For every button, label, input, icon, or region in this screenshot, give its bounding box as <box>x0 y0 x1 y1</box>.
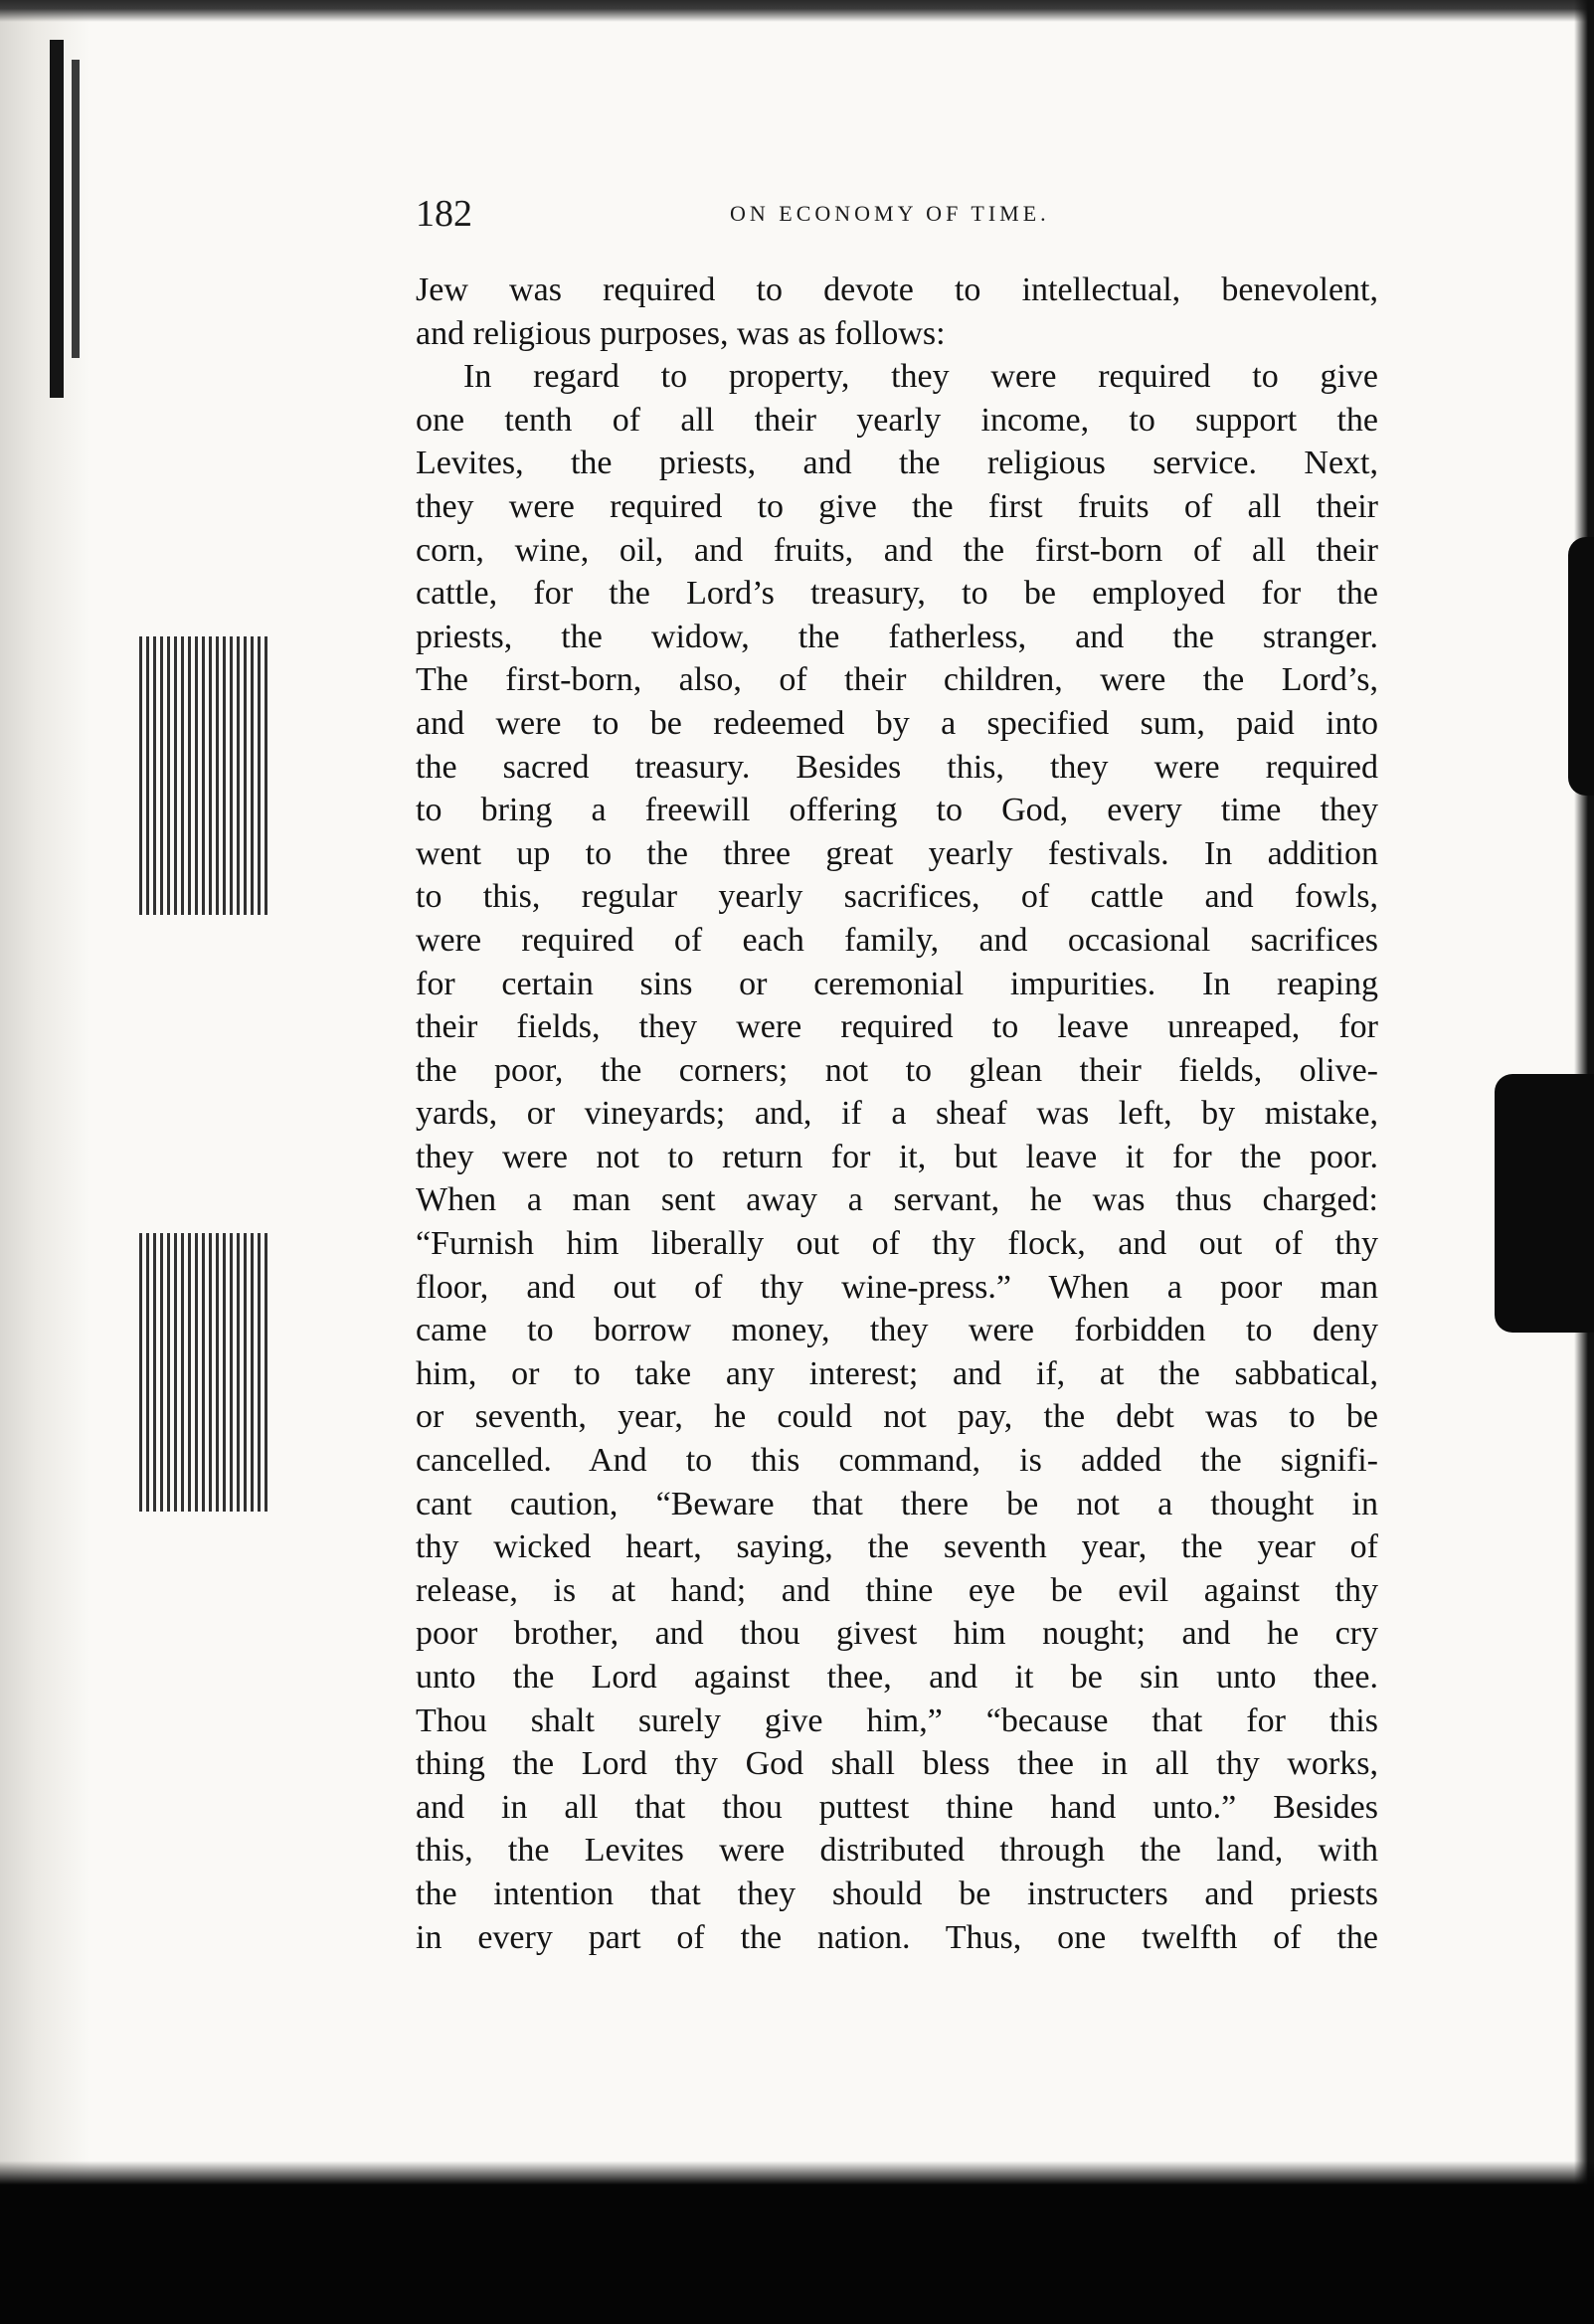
running-head-title: ON ECONOMY OF TIME. <box>730 201 1050 226</box>
text-line: Jew was required to devote to intellectual, benevolent, <box>416 271 1378 308</box>
text-line: floor, and out of thy wine-press.” When a poor man <box>416 1268 1378 1306</box>
text-line: one tenth of all their yearly income, to support the <box>416 401 1378 439</box>
text-line: they were not to return for it, but leave it for the poor. <box>416 1138 1378 1175</box>
bottom-scan-edge <box>0 2185 1594 2324</box>
text-line: this, the Levites were distributed through the land, with <box>416 1832 1378 1870</box>
text-line: Thou shalt surely give him,” “because that for this <box>416 1701 1378 1739</box>
text-line: unto the Lord against thee, and it be sin unto thee. <box>416 1659 1378 1696</box>
text-line: to bring a freewill offering to God, every time they <box>416 792 1378 829</box>
text-line: cancelled. And to this command, is added the signifi- <box>416 1442 1378 1480</box>
text-line: or seventh, year, he could not pay, the debt was to be <box>416 1398 1378 1436</box>
text-line: and religious purposes, was as follows: <box>416 314 946 352</box>
text-line: for certain sins or ceremonial impurities. In reaping <box>416 965 1378 1002</box>
page-tab-mark <box>1568 537 1594 796</box>
body-text <box>416 268 1378 1959</box>
text-line: “Furnish him liberally out of thy flock, and out of thy <box>416 1225 1378 1263</box>
text-line: to this, regular yearly sacrifices, of cattle and fowls, <box>416 878 1378 916</box>
text-line: poor brother, and thou givest him nought; and he cry <box>416 1615 1378 1653</box>
scan-streak <box>72 60 80 358</box>
text-line: came to borrow money, they were forbidden to deny <box>416 1312 1378 1349</box>
text-line: cant caution, “Beware that there be not a thought in <box>416 1485 1378 1522</box>
text-line: In regard to property, they were required to give <box>463 358 1378 396</box>
text-line: they were required to give the first fruits of all their <box>416 487 1378 525</box>
text-line: corn, wine, oil, and fruits, and the first-born of all their <box>416 531 1378 569</box>
text-line: yards, or vineyards; and, if a sheaf was left, by mistake, <box>416 1095 1378 1133</box>
text-line: cattle, for the Lord’s treasury, to be employed for the <box>416 575 1378 613</box>
text-line: him, or to take any interest; and if, at the sabbatical, <box>416 1354 1378 1392</box>
page-tab-mark <box>1495 1074 1594 1333</box>
page-number: 182 <box>416 193 472 235</box>
text-line: the sacred treasury. Besides this, they were required <box>416 748 1378 786</box>
text-line: priests, the widow, the fatherless, and the stranger. <box>416 618 1378 655</box>
text-line: and in all that thou puttest thine hand unto.” Besides <box>416 1788 1378 1826</box>
text-line: thy wicked heart, saying, the seventh year, the year of <box>416 1528 1378 1566</box>
text-line: were required of each family, and occasional sacrifices <box>416 921 1378 959</box>
scan-streak <box>50 40 64 398</box>
gutter-shadow <box>139 636 268 915</box>
gutter-shadow <box>139 1233 268 1512</box>
text-line: the poor, the corners; not to glean their fields, olive- <box>416 1051 1378 1089</box>
text-line: The first-born, also, of their children, were the Lord’s, <box>416 661 1378 699</box>
text-line: When a man sent away a servant, he was thus charged: <box>416 1181 1378 1219</box>
text-line: in every part of the nation. Thus, one twelfth of the <box>416 1918 1378 1956</box>
text-line: went up to the three great yearly festivals. In addition <box>416 834 1378 872</box>
text-line: their fields, they were required to leave unreaped, for <box>416 1008 1378 1046</box>
text-line: thing the Lord thy God shall bless thee in all thy works, <box>416 1745 1378 1783</box>
text-line: the intention that they should be instructers and priests <box>416 1875 1378 1912</box>
running-head <box>416 189 1410 249</box>
text-line: Levites, the priests, and the religious service. Next, <box>416 445 1378 482</box>
bottom-scan-fade <box>0 2161 1594 2185</box>
text-line: and were to be redeemed by a specified sum, paid into <box>416 704 1378 742</box>
text-line: release, is at hand; and thine eye be evil against thy <box>416 1571 1378 1609</box>
top-scan-edge <box>0 0 1594 22</box>
